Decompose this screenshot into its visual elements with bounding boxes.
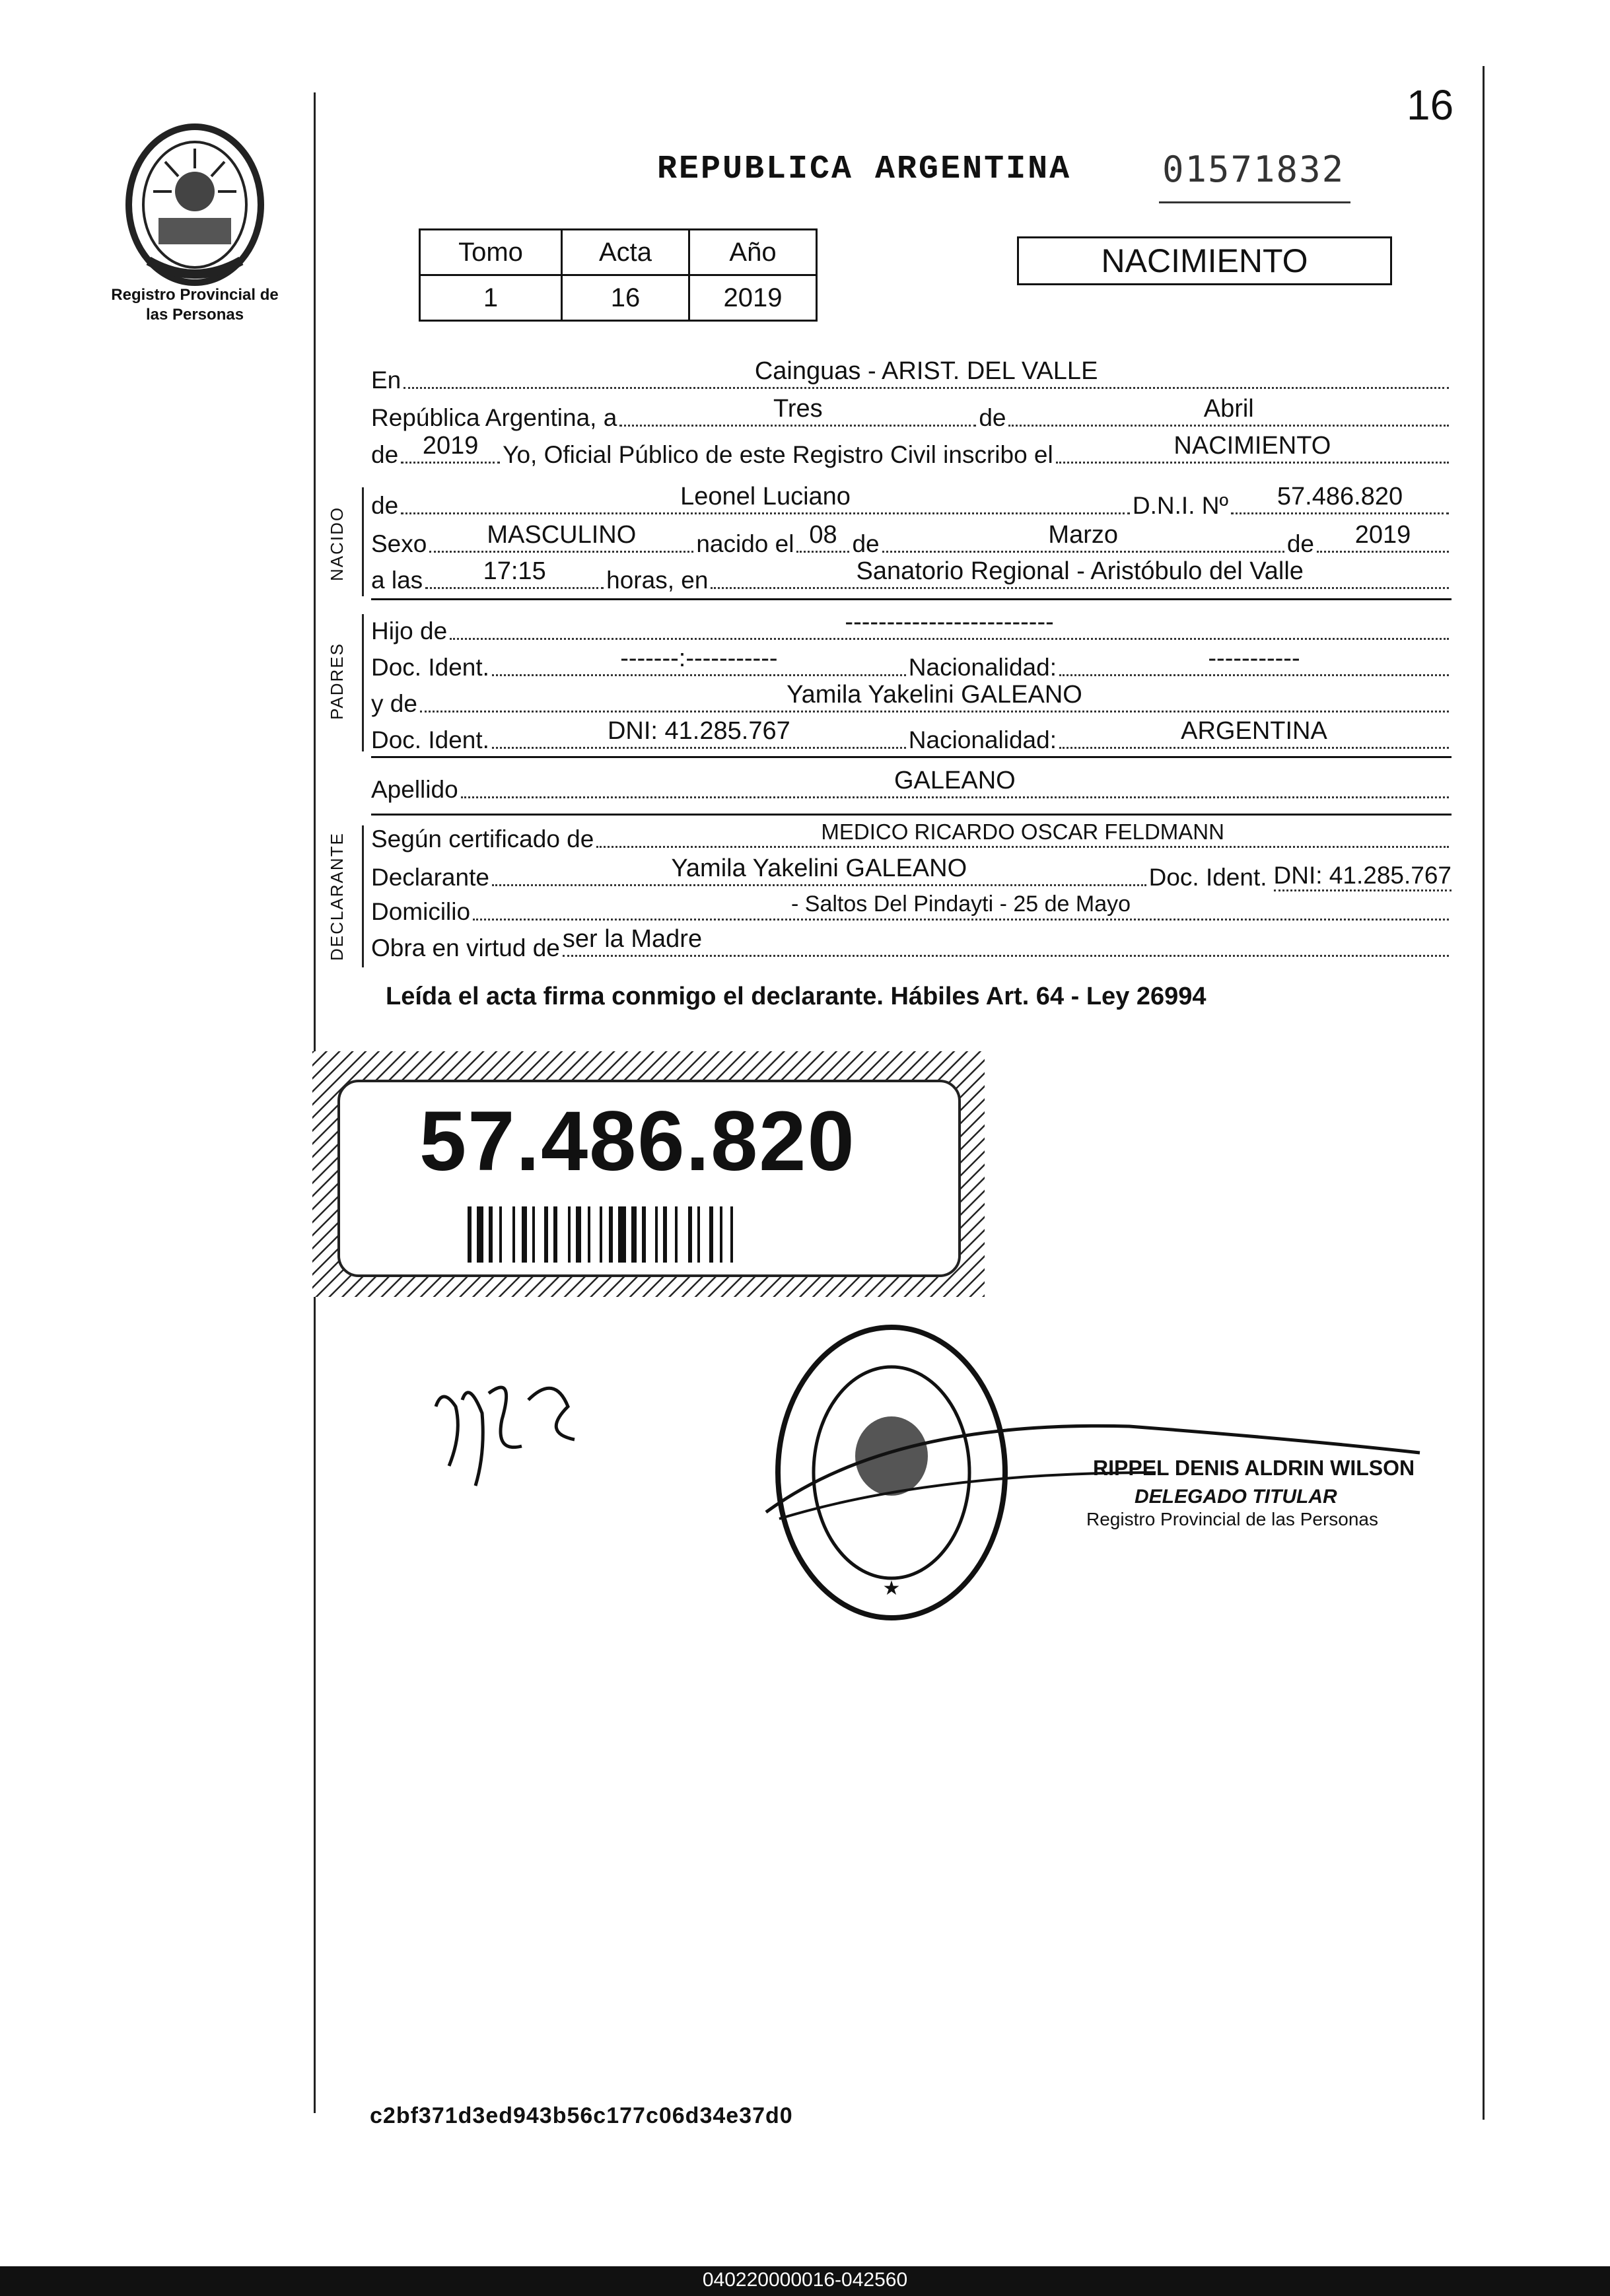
row-mother-doc	[371, 717, 1452, 754]
value-mother: Yamila Yakelini GALEANO	[787, 681, 1082, 709]
signature-office: Registro Provincial de las Personas	[1086, 1509, 1378, 1529]
row-en	[371, 357, 1452, 394]
value-day: Tres	[773, 395, 823, 423]
row-inscribo	[371, 432, 1452, 469]
page-number: 16	[1407, 81, 1454, 129]
value-time: 17:15	[483, 557, 546, 585]
signature-name: RIPPEL DENIS ALDRIN WILSON	[1093, 1456, 1415, 1480]
label-de-name: de	[371, 492, 399, 519]
svg-text:★: ★	[882, 1577, 901, 1600]
label-declarante-doc: Doc. Ident.	[1148, 864, 1267, 891]
label-de: de	[979, 404, 1006, 431]
provincial-seal-logo	[112, 122, 277, 287]
nacido-bracket	[362, 487, 364, 596]
value-inscribo: NACIMIENTO	[1173, 432, 1331, 460]
row-obra	[371, 925, 1452, 962]
label-de-birthyear: de	[1286, 530, 1314, 557]
record-type-box: NACIMIENTO	[1017, 236, 1392, 285]
value-acta: 16	[562, 275, 689, 321]
label-declarante: Declarante	[371, 864, 489, 891]
label-horas-en: horas, en	[606, 567, 709, 594]
label-de-month: de	[852, 530, 880, 557]
value-place: Sanatorio Regional - Aristóbulo del Valle	[856, 557, 1304, 585]
value-birth-year: 2019	[1354, 521, 1411, 549]
serial-number: 01571832	[1162, 149, 1345, 190]
separator-apellido	[371, 814, 1452, 816]
row-republica	[371, 395, 1452, 432]
separator-nacido	[371, 598, 1452, 600]
row-declarante	[371, 854, 1452, 891]
label-nacido-el: nacido el	[696, 530, 794, 557]
row-father-doc	[371, 644, 1452, 681]
value-name: Leonel Luciano	[680, 483, 851, 510]
side-label-declarante: DECLARANTE	[327, 832, 347, 961]
value-father: -------------------------	[845, 608, 1054, 636]
label-obra: Obra en virtud de	[371, 934, 560, 961]
declarante-bracket	[362, 825, 364, 967]
value-mother-nat: ARGENTINA	[1181, 717, 1327, 745]
signature-title: DELEGADO TITULAR	[1135, 1486, 1337, 1508]
label-certificado: Según certificado de	[371, 825, 594, 852]
label-apellido: Apellido	[371, 776, 458, 803]
registry-label: Registro Provincial de las Personas	[111, 286, 279, 324]
label-a-las: a las	[371, 567, 423, 594]
value-birth-month: Marzo	[1048, 521, 1119, 549]
label-de-year: de	[371, 441, 399, 468]
label-mother-doc: Doc. Ident.	[371, 726, 489, 753]
value-mother-doc: DNI: 41.285.767	[607, 717, 790, 745]
value-certificado: MEDICO RICARDO OSCAR FELDMANN	[821, 819, 1224, 844]
label-father-doc: Doc. Ident.	[371, 654, 489, 681]
header-ano: Año	[689, 230, 817, 275]
right-margin-line	[1483, 66, 1485, 2120]
padres-bracket	[362, 614, 364, 751]
row-mother	[371, 681, 1452, 718]
value-ano: 2019	[689, 275, 817, 321]
row-sexo	[371, 521, 1452, 558]
label-hijo: Hijo de	[371, 617, 448, 644]
value-en: Cainguas - ARIST. DEL VALLE	[754, 357, 1098, 385]
side-label-padres: PADRES	[327, 643, 347, 720]
label-mother-nat: Nacionalidad:	[908, 726, 1057, 753]
value-apellido: GALEANO	[893, 767, 1016, 794]
value-birth-day: 08	[809, 521, 837, 549]
label-dni: D.N.I. Nº	[1132, 492, 1228, 519]
value-domicilio: - Saltos Del Pindayti - 25 de Mayo	[791, 891, 1131, 917]
value-sexo: MASCULINO	[487, 521, 637, 549]
header-acta: Acta	[562, 230, 689, 275]
value-declarante-doc: DNI: 41.285.767	[1274, 862, 1452, 891]
label-domicilio: Domicilio	[371, 898, 471, 925]
value-obra: ser la Madre	[562, 925, 703, 953]
label-father-nat: Nacionalidad:	[908, 654, 1057, 681]
legal-legend: Leída el acta firma conmigo el declarante. Hábiles Art. 64 - Ley 26994	[386, 983, 1207, 1010]
page-title: REPUBLICA ARGENTINA	[657, 151, 1072, 188]
label-sexo: Sexo	[371, 530, 427, 557]
row-domicilio	[371, 891, 1452, 926]
record-reference-table	[419, 228, 818, 322]
serial-underline	[1159, 201, 1350, 203]
row-hijo	[371, 608, 1452, 645]
value-dni: 57.486.820	[1277, 483, 1403, 510]
side-label-nacido: NACIDO	[327, 506, 347, 581]
declarant-signature	[423, 1360, 581, 1492]
label-inscribo: Yo, Oficial Público de este Registro Civil inscribo el	[503, 441, 1053, 468]
footer-code: 040220000016-042560	[702, 2269, 908, 2291]
document-hash: c2bf371d3ed943b56c177c06d34e37d0	[370, 2103, 793, 2128]
header-tomo: Tomo	[420, 230, 562, 275]
row-name	[371, 483, 1452, 520]
value-father-doc: -------:-----------	[620, 644, 778, 672]
value-declarante: Yamila Yakelini GALEANO	[671, 854, 967, 882]
value-father-nat: -----------	[1208, 644, 1300, 672]
dni-card-number: 57.486.820	[419, 1094, 856, 1189]
label-y-de: y de	[371, 690, 417, 717]
row-apellido	[371, 767, 1452, 804]
row-time-place	[371, 557, 1452, 594]
value-tomo: 1	[420, 275, 562, 321]
value-month: Abril	[1203, 395, 1254, 423]
row-certificado	[371, 819, 1452, 853]
separator-padres	[371, 756, 1452, 758]
label-en: En	[371, 366, 402, 394]
label-republica: República Argentina, a	[371, 404, 617, 431]
value-year: 2019	[422, 432, 479, 460]
